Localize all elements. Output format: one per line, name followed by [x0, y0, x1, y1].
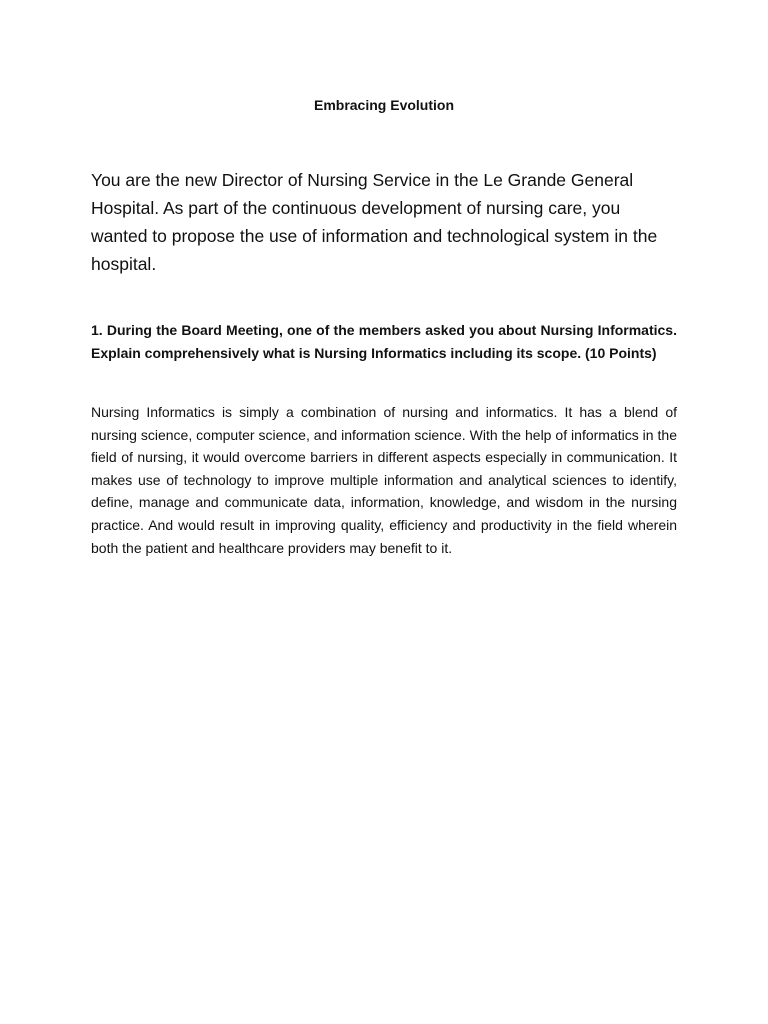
question-1: 1. During the Board Meeting, one of the members asked you about Nursing Informatics. Explain comprehensively what is Nursing Informatics including its scope. (10 Points) — [91, 322, 677, 361]
answer-1: Nursing Informatics is simply a combination of nursing and informatics. It has a blend of nursing science, computer science, and information science. With the help of informatics in the field of nursing, it would overcome barriers in different aspects especially in communication. It makes use of technology to improve multiple information and analytical sciences to identify, define, manage and communicate data, information, knowledge, and wisdom in the nursing practice. And would result in improving quality, efficiency and productivity in the field wherein both the patient and healthcare providers may benefit to it. — [91, 404, 677, 556]
document-title: Embracing Evolution — [313, 97, 454, 113]
intro-paragraph: You are the new Director of Nursing Service in the Le Grande General Hospital. As part of the continuous development of nursing care, you wanted to propose the use of information and technological system in the hospital. — [91, 170, 658, 274]
